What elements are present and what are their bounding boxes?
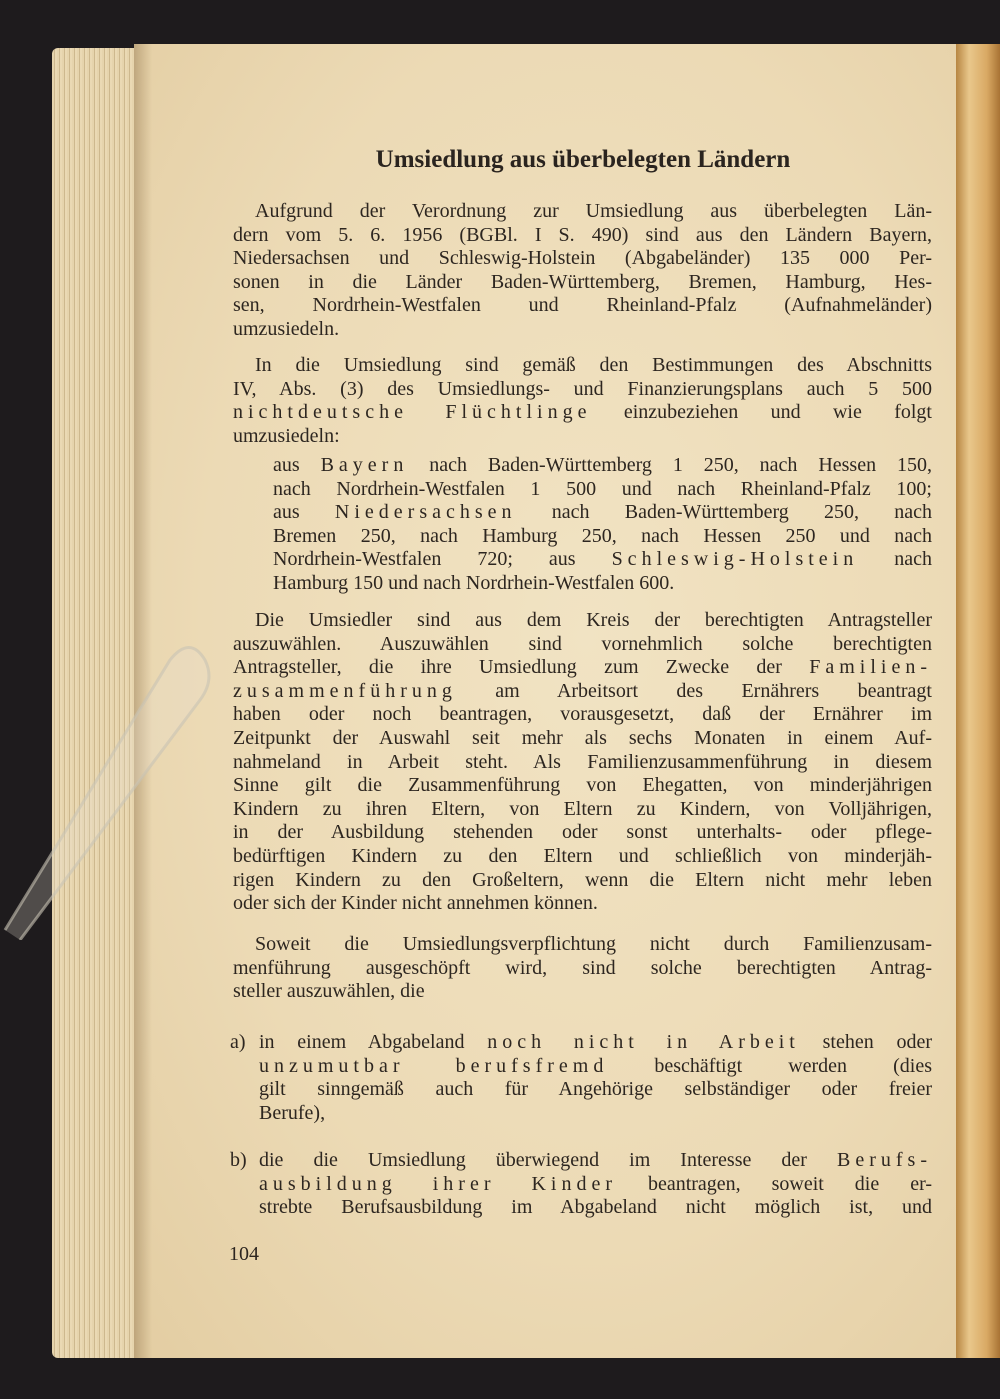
text-segment: nach Baden-Württemberg 1 250, nach Hessen 150, [408,454,932,476]
text-line [233,980,932,1004]
list-item-b [259,1149,932,1220]
spaced-emphasis: Bayern [320,454,409,476]
spaced-emphasis: nichtdeutsche Flüchtlinge [233,401,592,424]
text-segment: In die Umsiedlung sind gemäß den Bestimmungen des Abschnitts [255,354,932,376]
text-line [233,680,932,704]
spaced-emphasis: Berufs- [837,1149,932,1171]
text-segment: Kindern zu ihren Eltern, von Eltern zu Kindern, von Volljährigen, [233,797,932,820]
text-segment: sen, Nordrhein-Westfalen und Rheinland-Pfalz (Aufnahmeländer) [233,294,932,317]
paragraph-intro [233,200,932,342]
text-line [233,892,932,916]
text-line [273,478,932,502]
text-line [273,572,932,596]
text-segment: nach [858,548,932,571]
text-line [233,318,932,342]
text-segment: Soweit die Umsiedlungsverpflichtung nicht durch Familienzusam- [255,933,932,955]
text-segment: Aufgrund der Verordnung zur Umsiedlung aus überbelegten Län- [255,200,932,222]
text-line [233,633,932,657]
text-line [233,609,932,633]
paragraph-selection [233,609,932,916]
text-segment: nahmeland in Arbeit steht. Als Familienzusammenführung in diesem [233,750,932,773]
paragraph-refugees [233,354,932,448]
text-segment: menführung ausgeschöpft wird, sind solche berechtigten Antrag- [233,956,932,979]
page-number: 104 [229,1243,259,1265]
text-line [233,774,932,798]
text-segment: Niedersachsen und Schleswig-Holstein (Abgabeländer) 135 000 Per- [233,247,932,270]
facing-page-edge [956,44,1000,1358]
text-segment: Bremen 250, nach Hamburg 250, nach Hessen 250 und nach [273,524,932,547]
text-line [233,247,932,271]
text-segment: in der Ausbildung stehenden oder sonst unterhalts- oder pflege- [233,821,932,844]
spaced-emphasis: Familien- [809,656,932,679]
text-segment: umzusiedeln. [233,317,340,340]
text-line [233,378,932,402]
text-line [273,525,932,549]
text-segment: steller auszuwählen, die [233,980,425,1003]
text-line [233,354,932,378]
text-segment: umzusiedeln: [233,424,340,447]
text-line [233,798,932,822]
text-segment: bedürftigen Kindern zu den Eltern und schließlich von minderjäh- [233,844,932,867]
text-segment: beantragen, soweit die er- [616,1172,932,1195]
text-segment: aus [273,501,335,524]
text-segment: gilt sinngemäß auch für Angehörige selbständiger oder freier [259,1078,932,1101]
spaced-emphasis: zusammenführung [233,679,457,702]
text-line [273,501,932,525]
text-segment: Nordrhein-Westfalen 720; aus [273,548,612,571]
page-stack-edge [52,48,138,1358]
text-line [233,845,932,869]
text-segment: einzubeziehen und wie folgt [591,401,932,424]
text-line [233,425,932,449]
text-segment: nach Baden-Württemberg 250, nach [516,501,932,524]
text-segment: IV, Abs. (3) des Umsiedlungs- und Finanzierungsplans auch 5 500 [233,377,932,400]
text-line [259,1196,932,1220]
spaced-emphasis: ausbildung ihrer Kinder [259,1172,617,1195]
paragraph-criteria [233,933,932,1004]
list-label-a: a) [230,1031,246,1053]
text-line [233,821,932,845]
text-segment: in einem Abgabeland [259,1031,488,1053]
spaced-emphasis: Schleswig-Holstein [611,548,859,571]
text-line [233,271,932,295]
text-line [259,1078,932,1102]
text-segment: am Arbeitsort des Ernährers beantragt [456,679,932,702]
text-line [233,200,932,224]
text-segment: dern vom 5. 6. 1956 (BGBl. I S. 490) sind aus den Ländern Bayern, [233,223,932,246]
text-segment: strebte Berufsausbildung im Abgabeland nicht möglich ist, und [259,1196,932,1219]
text-segment: Hamburg 150 und nach Nordrhein-Westfalen 600. [273,571,675,594]
text-line [233,751,932,775]
list-label-b: b) [230,1149,247,1171]
text-segment: oder sich der Kinder nicht annehmen können. [233,892,598,915]
text-line [259,1149,932,1173]
text-segment: aus [273,454,321,476]
text-segment: Berufe), [259,1101,326,1124]
text-line [233,401,932,425]
text-line [259,1173,932,1197]
text-segment: nach Nordrhein-Westfalen 1 500 und nach Rheinland-Pfalz 100; [273,477,932,500]
page-gutter [134,44,152,1358]
text-line [259,1102,932,1126]
text-segment: haben oder noch beantragen, vorausgesetzt, daß der Ernährer im [233,703,932,726]
text-segment: Antragsteller, die ihre Umsiedlung zum Zwecke der [233,656,810,679]
text-line [233,656,932,680]
text-segment: die die Umsiedlung überwiegend im Interesse der [259,1149,838,1171]
text-segment: Zeitpunkt der Auswahl seit mehr als sechs Monaten in einem Auf- [233,726,932,749]
text-line [233,957,932,981]
allocation-block [273,454,932,596]
text-line [233,933,932,957]
text-line [273,454,932,478]
text-line [273,548,932,572]
text-segment: Die Umsiedler sind aus dem Kreis der berechtigten Antragsteller [255,609,932,631]
text-line [233,703,932,727]
spaced-emphasis: Niedersachsen [334,501,517,524]
page-title: Umsiedlung aus überbelegten Ländern [375,146,791,173]
text-line [233,869,932,893]
text-line [259,1055,932,1079]
spaced-emphasis: unzumutbar berufsfremd [259,1054,609,1077]
text-segment: beschäftigt werden (dies [608,1054,932,1077]
text-segment: Sinne gilt die Zusammenführung von Ehegatten, von minderjährigen [233,774,932,797]
text-line [233,294,932,318]
spaced-emphasis: noch nicht in Arbeit [487,1031,800,1053]
text-line [259,1031,932,1055]
text-segment: auszuwählen. Auszuwählen sind vornehmlich solche berechtigten [233,632,932,655]
text-line [233,727,932,751]
text-segment: stehen oder [799,1031,933,1053]
list-item-a [259,1031,932,1125]
text-segment: sonen in die Länder Baden-Württemberg, Bremen, Hamburg, Hes- [233,270,932,293]
text-line [233,224,932,248]
text-segment: rigen Kindern zu den Großeltern, wenn die Eltern nicht mehr leben [233,868,932,891]
